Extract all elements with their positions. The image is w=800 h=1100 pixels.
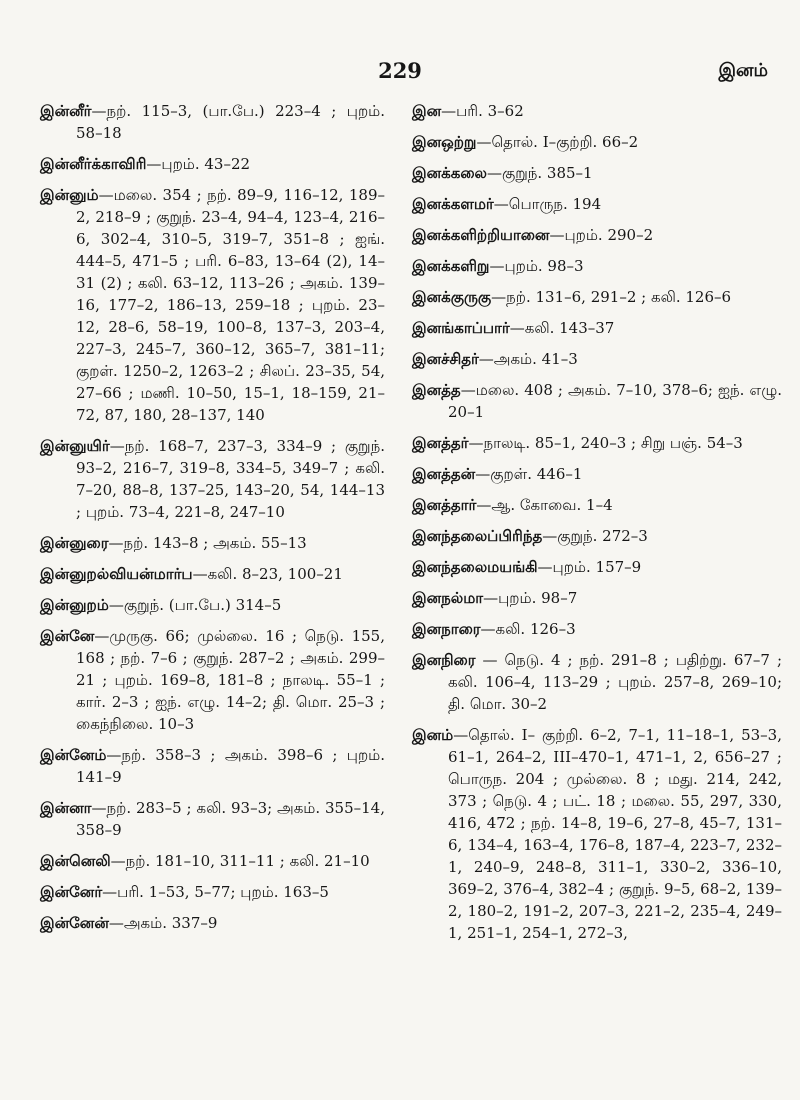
index-entry: [412, 432, 782, 454]
entry-references: —அகம். 41–3: [478, 350, 578, 368]
entry-headword: இன்னே: [40, 627, 95, 645]
index-entry: [40, 594, 385, 616]
index-entry: [40, 532, 385, 554]
index-entry: [412, 286, 782, 308]
entry-references: —நற். 358–3 ; அகம். 398–6 ; புறம். 141–9: [76, 746, 385, 786]
entry-references: —நற். 131–6, 291–2 ; கலி. 126–6: [491, 288, 732, 306]
entry-headword: இன்னேம்: [40, 746, 107, 764]
index-entry: [40, 184, 385, 426]
entry-references: —புறம். 43–22: [146, 155, 251, 173]
index-entry: [412, 724, 782, 944]
entry-references: —புறம். 290–2: [549, 226, 654, 244]
entry-headword: இன்னா: [40, 799, 92, 817]
index-entry: [412, 379, 782, 423]
entry-headword: இன: [412, 102, 442, 120]
index-entry: [40, 850, 385, 872]
entry-references: —நற். 143–8 ; அகம். 55–13: [108, 534, 307, 552]
entry-references: —புறம். 98–3: [489, 257, 584, 275]
entry-headword: இனஒற்று: [412, 133, 477, 151]
entry-headword: இன்னீர்: [40, 102, 92, 120]
index-entry: [40, 435, 385, 523]
entry-references: —மலை. 354 ; நற். 89–9, 116–12, 189–2, 218–9 ; குறுந். 23–4, 94–4, 123–4, 216–6, 302–4, 310–5, 319–7, 351–8 ; ஐங். 444–5, 471–5 ; பரி. 6–83, 13–64 (2), 14–31 (2) ; கலி. 63–12, 113–26 ; அகம். 139–16, 177–2, 186–13, 259–18 ; புறம். 23–12, 28–6, 58–19, 100–8, 137–3, 203–4, 227–3, 245–7, 360–12, 365–7, 381–11; குறள். 1250–2, 1263–2 ; சிலப். 23–35, 54, 27–66 ; மணி. 10–50, 15–1, 18–159, 21–72, 87, 180, 28–137, 140: [76, 186, 385, 424]
index-entry: [412, 348, 782, 370]
entry-headword: இனக்களிறு: [412, 257, 490, 275]
entry-headword: இனக்கலை: [412, 164, 487, 182]
entry-headword: இன்னேன்: [40, 914, 109, 932]
entry-references: —நற். 181–10, 311–11 ; கலி. 21–10: [110, 852, 370, 870]
entry-headword: இன்னும்: [40, 186, 99, 204]
entry-headword: இனத்தன்: [412, 465, 476, 483]
entry-headword: இனநிரை: [412, 651, 476, 669]
entry-references: —நற். 115–3, (பா.பே.) 223–4 ; புறம். 58–18: [76, 102, 385, 142]
entry-headword: இனங்காப்பார்: [412, 319, 510, 337]
entry-references: —புறம். 98–7: [483, 589, 578, 607]
entry-headword: இனக்களமர்: [412, 195, 494, 213]
entry-references: —நாலடி. 85–1, 240–3 ; சிறு பஞ். 54–3: [468, 434, 743, 452]
index-entry: [412, 463, 782, 485]
entry-references: —மலை. 408 ; அகம். 7–10, 378–6; ஐந். எழு. 20–1: [448, 381, 782, 421]
entry-headword: இன்னுறல்வியன்மார்ப: [40, 565, 193, 583]
index-entry: [40, 625, 385, 735]
index-entry: [412, 587, 782, 609]
index-entry: [412, 649, 782, 715]
index-entry: [40, 881, 385, 903]
entry-references: — நெடு. 4 ; நற். 291–8 ; பதிற்று. 67–7 ; கலி. 106–4, 113–29 ; புறம். 257–8, 269–10; தி. மொ. 30–2: [448, 651, 782, 713]
right-column: [412, 100, 782, 953]
index-entry: [412, 255, 782, 277]
index-entry: [412, 618, 782, 640]
running-head: இனம்: [718, 60, 768, 81]
index-entry: [412, 494, 782, 516]
entry-headword: இன்னெலி: [40, 852, 111, 870]
index-entry: [412, 525, 782, 547]
entry-references: —பரி. 3–62: [441, 102, 524, 120]
entry-references: —கலி. 8–23, 100–21: [192, 565, 343, 583]
entry-references: —கலி. 126–3: [480, 620, 576, 638]
entry-headword: இன்னீர்க்காவிரி: [40, 155, 147, 173]
entry-references: —ஆ. கோவை. 1–4: [476, 496, 613, 514]
entry-headword: இனந்தலைப்பிரிந்த: [412, 527, 543, 545]
left-column: [40, 100, 385, 943]
entry-references: —நற். 168–7, 237–3, 334–9 ; குறுந். 93–2, 216–7, 319–8, 334–5, 349–7 ; கலி. 7–20, 88–8, 137–25, 143–20, 54, 144–13 ; புறம். 73–4, 221–8, 247–10: [76, 437, 385, 521]
entry-headword: இனந்தலைமயங்கி: [412, 558, 538, 576]
index-entry: [40, 563, 385, 585]
entry-references: —பரி. 1–53, 5–77; புறம். 163–5: [102, 883, 329, 901]
entry-references: —குறுந். 272–3: [542, 527, 648, 545]
entry-headword: இன்னேர்: [40, 883, 103, 901]
entry-references: —குறுந். 385–1: [486, 164, 593, 182]
entry-headword: இனத்தர்: [412, 434, 469, 452]
index-entry: [412, 224, 782, 246]
entry-headword: இன்னுயிர்: [40, 437, 110, 455]
index-entry: [40, 100, 385, 144]
entry-headword: இனத்த: [412, 381, 461, 399]
index-entry: [412, 100, 782, 122]
index-entry: [40, 797, 385, 841]
entry-headword: இனக்குருகு: [412, 288, 492, 306]
index-entry: [40, 912, 385, 934]
index-entry: [40, 153, 385, 175]
index-entry: [412, 317, 782, 339]
entry-references: —தொல். I–குற்றி. 66–2: [476, 133, 639, 151]
entry-headword: இனத்தார்: [412, 496, 477, 514]
index-entry: [412, 556, 782, 578]
index-entry: [40, 744, 385, 788]
entry-headword: இனம்: [412, 726, 454, 744]
page-number: 229: [378, 58, 422, 83]
entry-references: —அகம். 337–9: [108, 914, 218, 932]
entry-references: —குறுந். (பா.பே.) 314–5: [108, 596, 282, 614]
entry-references: —கலி. 143–37: [509, 319, 615, 337]
entry-references: —புறம். 157–9: [537, 558, 642, 576]
entry-references: —முருகு. 66; முல்லை. 16 ; நெடு. 155, 168 ; நற். 7–6 ; குறுந். 287–2 ; அகம். 299–21 ; புறம். 169–8, 181–8 ; நாலடி. 55–1 ; கார். 2–3 ; ஐந். எழு. 14–2; தி. மொ. 25–3 ; கைந்நிலை. 10–3: [76, 627, 385, 733]
entry-headword: இனக்களிற்றியானை: [412, 226, 550, 244]
entry-references: —குறள். 446–1: [475, 465, 583, 483]
entry-references: —நற். 283–5 ; கலி. 93–3; அகம். 355–14, 358–9: [76, 799, 385, 839]
entry-references: —பொருந. 194: [493, 195, 602, 213]
index-entry: [412, 131, 782, 153]
entry-headword: இன்னுறம்: [40, 596, 109, 614]
entry-headword: இனநாரை: [412, 620, 481, 638]
index-entry: [412, 162, 782, 184]
index-entry: [412, 193, 782, 215]
entry-headword: இனநல்மா: [412, 589, 484, 607]
entry-headword: இனச்சிதர்: [412, 350, 479, 368]
entry-references: —தொல். I– குற்றி. 6–2, 7–1, 11–18–1, 53–3, 61–1, 264–2, III–470–1, 471–1, 2, 656–27 ; பொருந. 204 ; முல்லை. 8 ; மது. 214, 242, 373 ; நெடு. 4 ; பட். 18 ; மலை. 55, 297, 330, 416, 472 ; நற். 14–8, 19–6, 27–8, 45–7, 131–6, 134–4, 163–4, 176–8, 187–4, 223–7, 232–1, 240–9, 248–8, 311–1, 330–2, 336–10, 369–2, 376–4, 382–4 ; குறுந். 9–5, 68–2, 139–2, 180–2, 191–2, 207–3, 221–2, 235–4, 249–1, 251–1, 254–1, 272–3,: [448, 726, 782, 942]
entry-headword: இன்னுரை: [40, 534, 109, 552]
